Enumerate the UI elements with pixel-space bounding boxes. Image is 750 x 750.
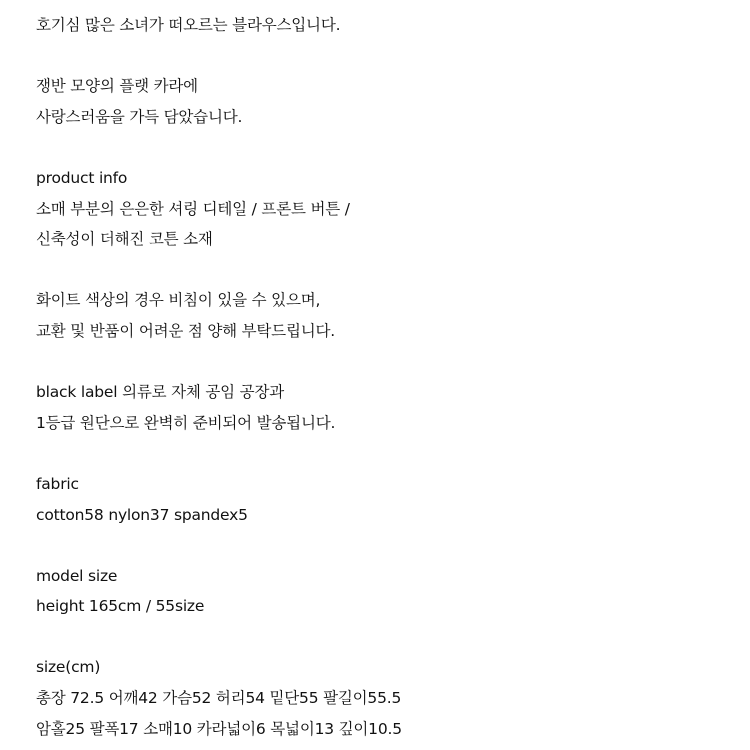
detail-text-2: 사랑스러움을 가득 담았습니다. — [36, 107, 243, 126]
detail-text-1: 쟁반 모양의 플랫 카라에 — [36, 77, 198, 96]
model-size-heading: model size — [36, 566, 118, 585]
label-info-line-1: black label 의류로 자체 공임 공장과 — [36, 383, 284, 402]
fabric-heading: fabric — [36, 474, 79, 493]
product-info-line-2: 신축성이 더해진 코튼 소재 — [36, 230, 213, 249]
spacer — [36, 132, 736, 163]
label-info-line-2: 1등급 원단으로 완벽히 준비되어 발송됩니다. — [36, 413, 336, 432]
model-size-value: height 165cm / 55size — [36, 597, 205, 616]
spacer — [36, 255, 736, 286]
intro-text: 호기심 많은 소녀가 떠오르는 블라우스입니다. — [36, 16, 341, 34]
product-description — [36, 10, 736, 744]
size-line-2: 암홀25 팔폭17 소매10 카라넓이6 목넓이13 깊이10.5 — [36, 719, 402, 738]
notice-line-1: 화이트 색상의 경우 비침이 있을 수 있으며, — [36, 291, 321, 310]
product-info-heading: product info — [36, 168, 128, 187]
size-line-1: 총장 72.5 어깨42 가슴52 허리54 밑단55 팔길이55.5 — [36, 689, 402, 708]
fabric-value: cotton58 nylon37 spandex5 — [36, 505, 248, 524]
product-info-line-1: 소매 부분의 은은한 셔링 디테일 / 프론트 버튼 / — [36, 199, 350, 218]
spacer — [36, 347, 736, 378]
spacer — [36, 622, 736, 653]
spacer — [36, 530, 736, 561]
spacer — [36, 41, 736, 72]
size-heading: size(cm) — [36, 658, 101, 677]
notice-line-2: 교환 및 반품이 어려운 점 양해 부탁드립니다. — [36, 321, 336, 340]
spacer — [36, 438, 736, 469]
